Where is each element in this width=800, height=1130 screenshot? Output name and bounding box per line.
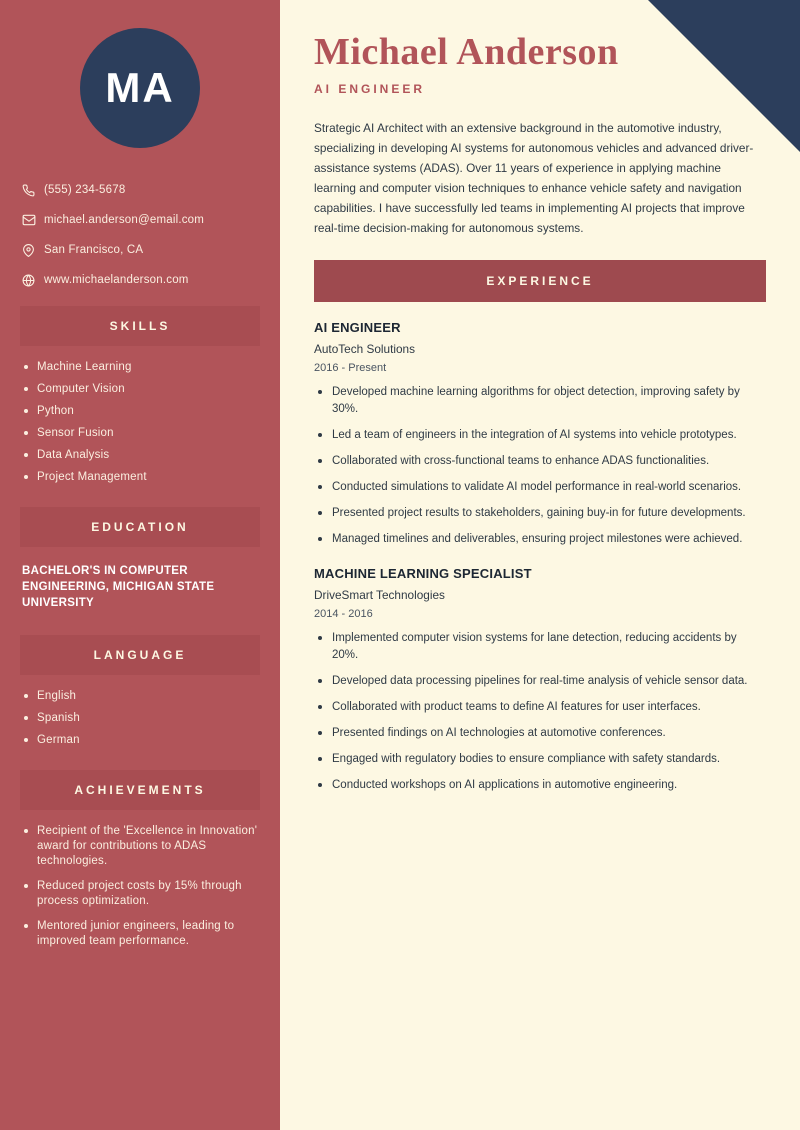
list-item: Python xyxy=(20,404,260,419)
job-role-subtitle: AI ENGINEER xyxy=(314,82,426,96)
page-title: Michael Anderson xyxy=(314,31,619,73)
list-item: Led a team of engineers in the integration of AI systems into vehicle prototypes. xyxy=(314,427,766,444)
skills-list xyxy=(20,360,260,485)
sidebar xyxy=(0,0,280,1130)
list-item: Reduced project costs by 15% through process optimization. xyxy=(20,879,260,909)
list-item: Conducted simulations to validate AI model performance in real-world scenarios. xyxy=(314,479,766,496)
list-item: Sensor Fusion xyxy=(20,426,260,441)
contact-list xyxy=(20,182,260,288)
section-heading-education xyxy=(20,507,260,547)
avatar: MA xyxy=(80,28,200,148)
list-item: Project Management xyxy=(20,470,260,485)
experience-company: DriveSmart Technologies xyxy=(314,588,445,602)
avatar-wrapper xyxy=(20,0,260,148)
contact-item-phone xyxy=(22,182,260,198)
list-item: Conducted workshops on AI applications in automotive engineering. xyxy=(314,777,766,794)
main-content xyxy=(280,0,800,1130)
corner-decoration xyxy=(648,0,800,152)
list-item: Computer Vision xyxy=(20,382,260,397)
language-heading-label: LANGUAGE xyxy=(93,648,187,662)
location-pin-icon xyxy=(22,242,44,258)
summary-paragraph: Strategic AI Architect with an extensive background in the automotive industry, specializing in developing AI systems for autonomous vehicles and advanced driver-assistance systems (ADAS). Over 11 years of experience in applying machine learning and computer vision techniques to enhance vehicle safety and navigation capabilities. I have successfully led teams in implementing AI projects that improve real-time decision-making for autonomous systems. xyxy=(314,121,754,235)
education-heading-label: EDUCATION xyxy=(91,520,189,534)
experience-dates: 2016 - Present xyxy=(314,362,387,374)
list-item: Recipient of the 'Excellence in Innovation' award for contributions to ADAS technologies. xyxy=(20,824,260,869)
list-item: Collaborated with product teams to define AI features for user interfaces. xyxy=(314,699,766,716)
contact-item-location xyxy=(22,242,260,258)
list-item: Presented project results to stakeholders, gaining buy-in for future developments. xyxy=(314,505,766,522)
list-item: Engaged with regulatory bodies to ensure compliance with safety standards. xyxy=(314,751,766,768)
list-item: Machine Learning xyxy=(20,360,260,375)
experience-title: AI ENGINEER xyxy=(314,320,401,335)
achievements-heading-label: ACHIEVEMENTS xyxy=(74,783,206,797)
experience-bullets xyxy=(314,630,766,794)
list-item: Spanish xyxy=(20,711,260,726)
contact-item-email xyxy=(22,212,260,228)
experience-dates: 2014 - 2016 xyxy=(314,608,373,620)
list-item: Presented findings on AI technologies at automotive conferences. xyxy=(314,725,766,742)
achievements-list xyxy=(20,824,260,949)
list-item: German xyxy=(20,733,260,748)
section-heading-skills xyxy=(20,306,260,346)
list-item: Collaborated with cross-functional teams to enhance ADAS functionalities. xyxy=(314,453,766,470)
experience-title: MACHINE LEARNING SPECIALIST xyxy=(314,566,532,581)
list-item: Implemented computer vision systems for lane detection, reducing accidents by 20%. xyxy=(314,630,766,664)
contact-website-text: www.michaelanderson.com xyxy=(44,274,189,286)
experience-entry xyxy=(314,320,766,548)
section-heading-language xyxy=(20,635,260,675)
list-item: Mentored junior engineers, leading to improved team performance. xyxy=(20,919,260,949)
list-item: Developed data processing pipelines for real-time analysis of vehicle sensor data. xyxy=(314,673,766,690)
education-entry: BACHELOR'S IN COMPUTER ENGINEERING, MICHIGAN STATE UNIVERSITY xyxy=(22,565,215,609)
language-list xyxy=(20,689,260,748)
skills-heading-label: SKILLS xyxy=(109,319,171,333)
list-item: English xyxy=(20,689,260,704)
envelope-icon xyxy=(22,212,44,228)
contact-email-text: michael.anderson@email.com xyxy=(44,214,205,226)
experience-bullets xyxy=(314,384,766,548)
experience-heading-label: EXPERIENCE xyxy=(486,274,594,288)
section-heading-achievements xyxy=(20,770,260,810)
list-item: Data Analysis xyxy=(20,448,260,463)
contact-location-text: San Francisco, CA xyxy=(44,244,144,256)
list-item: Managed timelines and deliverables, ensuring project milestones were achieved. xyxy=(314,531,766,548)
section-heading-experience xyxy=(314,260,766,302)
phone-icon xyxy=(22,182,44,198)
experience-entry xyxy=(314,566,766,794)
contact-item-website xyxy=(22,272,260,288)
list-item: Developed machine learning algorithms for object detection, improving safety by 30%. xyxy=(314,384,766,418)
contact-phone-text: (555) 234-5678 xyxy=(44,184,126,196)
experience-company: AutoTech Solutions xyxy=(314,342,415,356)
globe-icon xyxy=(22,272,44,288)
